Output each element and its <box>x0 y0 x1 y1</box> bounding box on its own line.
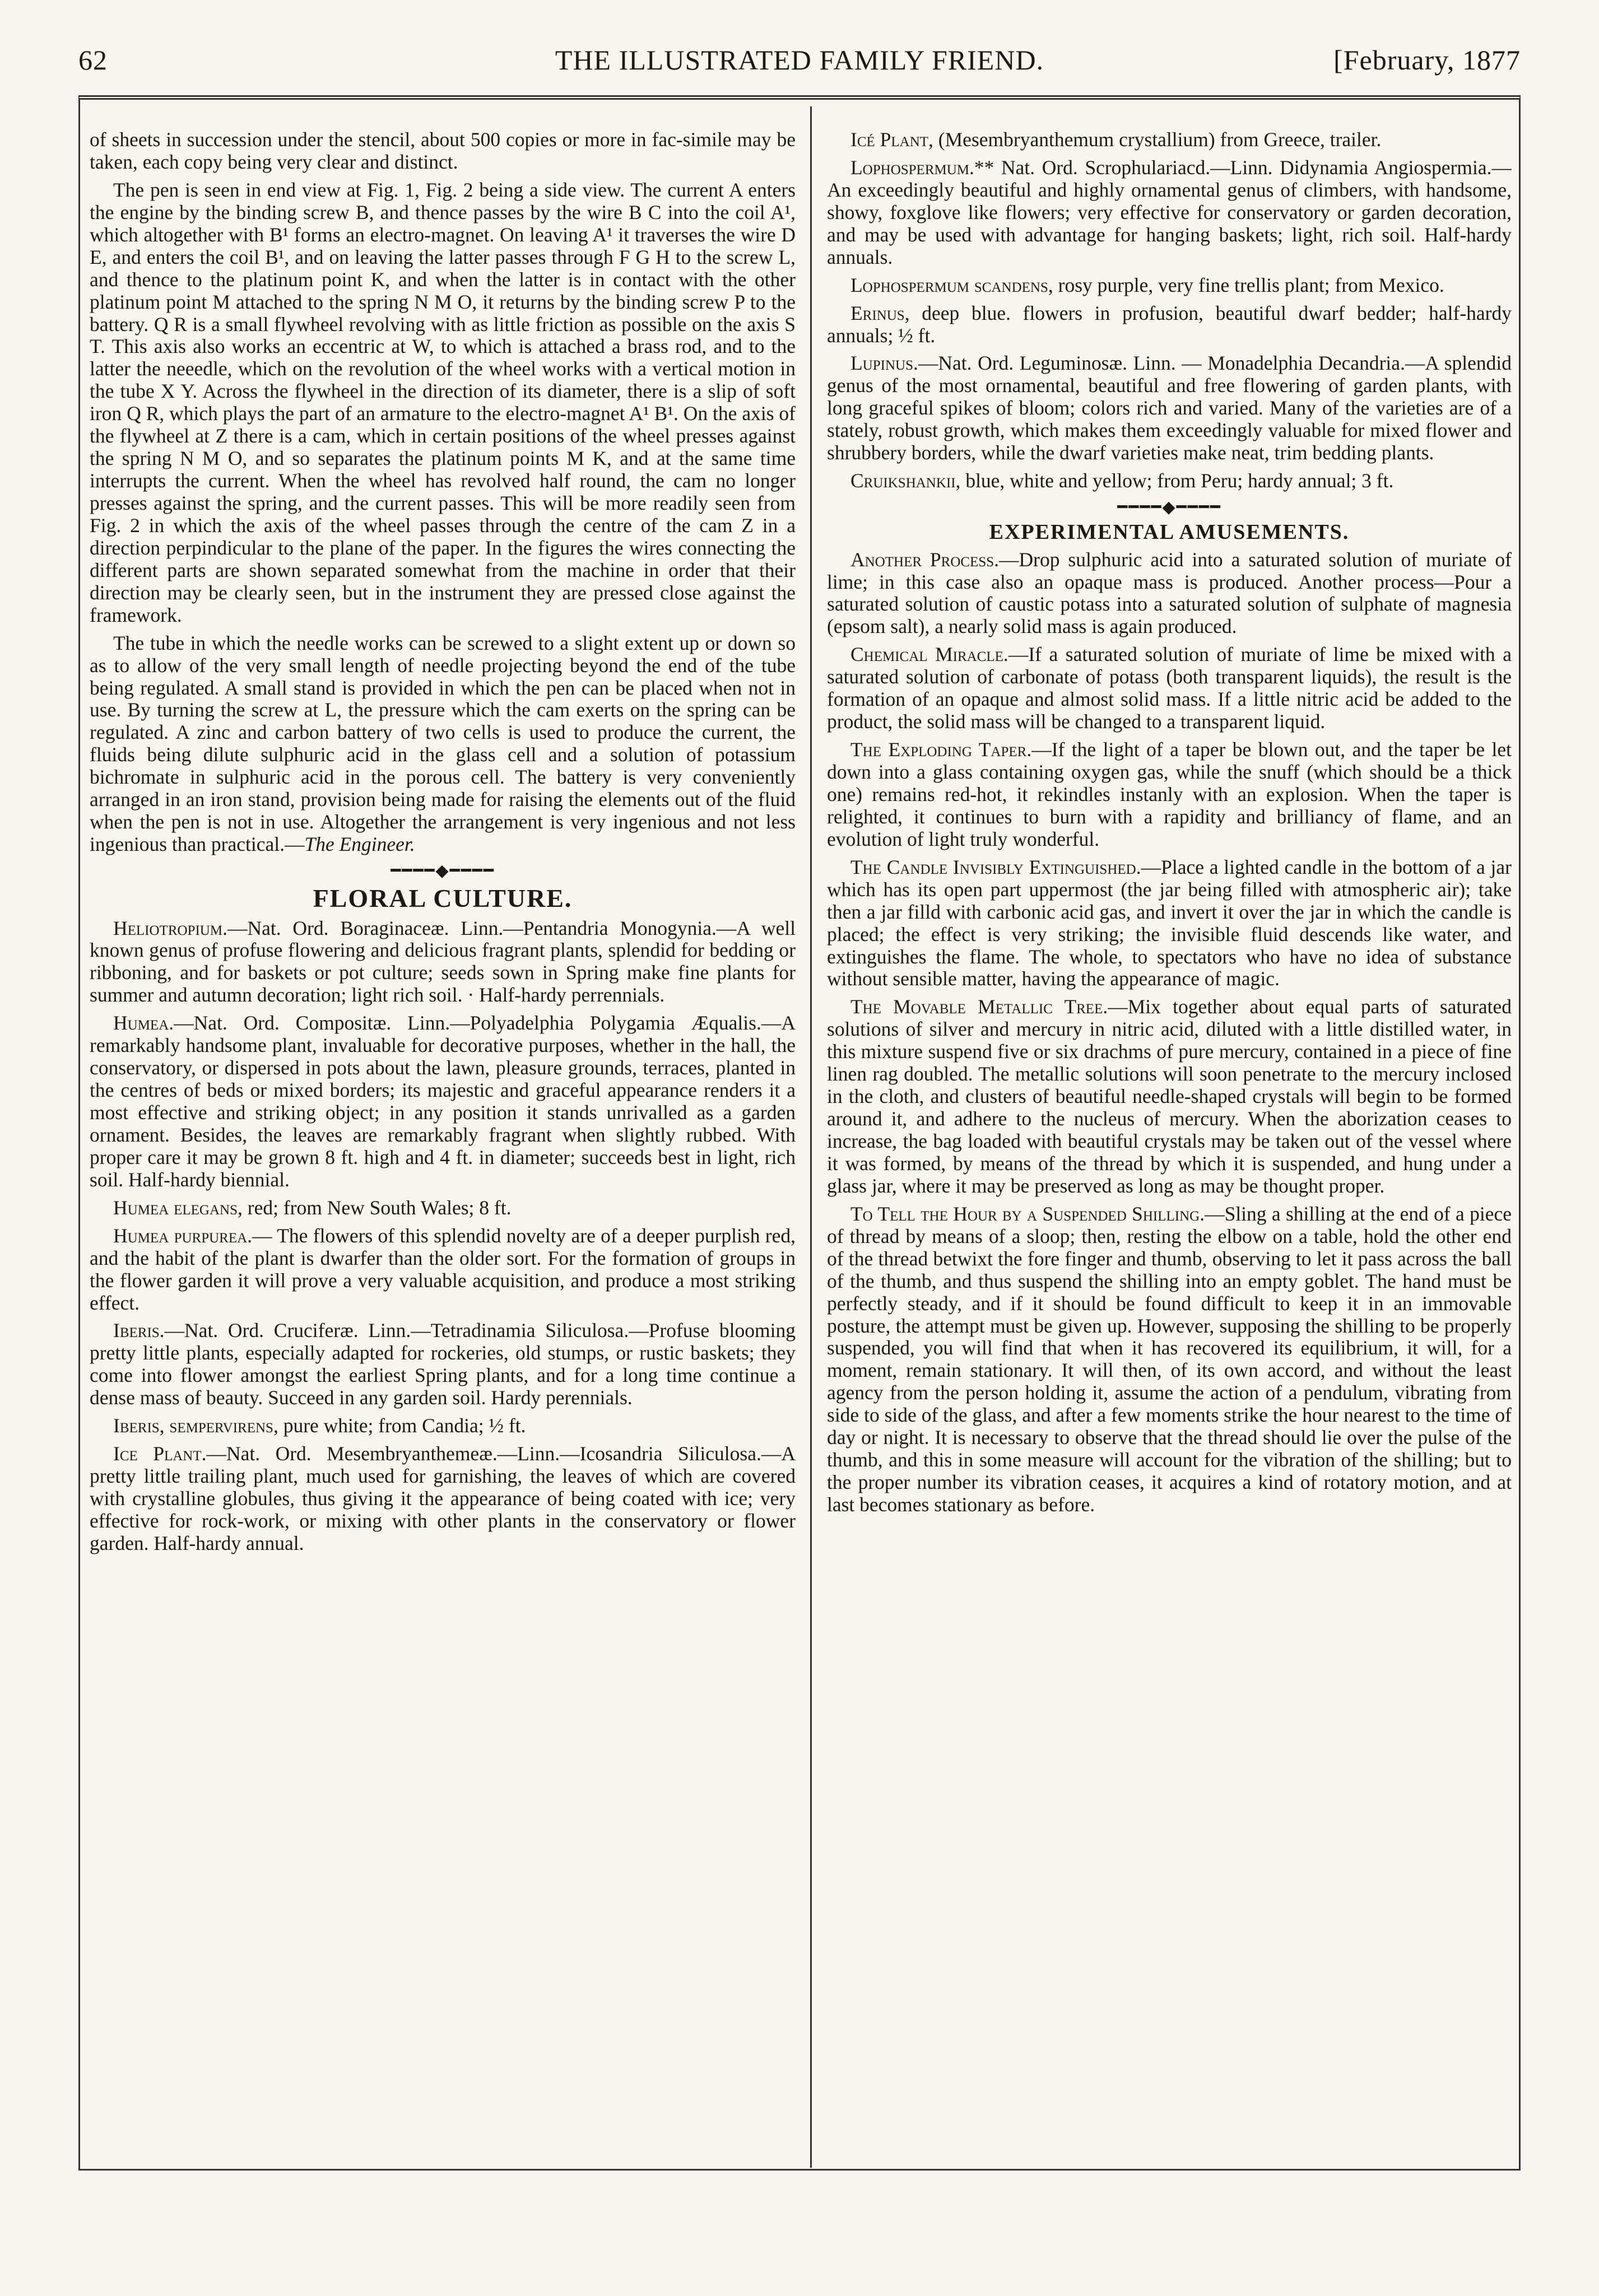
entry-paragraph <box>90 1415 796 1437</box>
entry-text: Nat. Ord. Scrophulariacd.—Linn. Didynamia Angiospermia.—An exceedingly beautiful and highly ornamental genus of climbers, with handsome, showy, foxglove like flowers; very effective for conservatory or garden decoration, and may be used with advantage for hanging baskets; light, rich soil. Half-hardy annuals. <box>827 156 1512 268</box>
entry-paragraph <box>827 856 1512 991</box>
entry-text: (Mesembryanthemum crystallium) from Greece, trailer. <box>933 129 1382 151</box>
entry-paragraph <box>90 1443 796 1555</box>
entry-name: Iberis, sempervirens, <box>113 1414 278 1437</box>
entry-name: Cruikshankii, <box>850 469 961 492</box>
entry-text: —Place a lighted candle in the bottom of a jar which has its open part uppermost (the jar being filled with atmospheric air); take then a jar filld with carbonic acid gas, and invert it over the jar in which the candle is placed; the effect is very striking; the invisible fluid descends like water, and extinguishes the flame. The whole, to spectators who have no idea of substance without sensible matter, having the appearance of magic. <box>827 855 1512 990</box>
amusements-list <box>827 549 1512 1516</box>
entry-text: —Nat. Ord. Compositæ. Linn.—Polyadelphia Polygamia Æqualis.—A remarkably handsome plant, invaluable for decorative purposes, whether in the hall, the conservatory, or dispersed in pots about the lawn, pleasure grounds, terraces, planted in the centres of beds or mixed borders; its majestic and graceful appearance renders it a most effective and striking object; in any position it stands unrivalled as a garden ornament. Besides, the leaves are remarkably fragrant when slightly rubbed. With proper care it may be grown 8 ft. high and 4 ft. in diameter; succeeds best in light, rich soil. Half-hardy biennial. <box>90 1012 796 1191</box>
entry-name: Another Process. <box>850 548 1000 571</box>
article-paragraph: of sheets in succession under the stencil, about 500 copies or more in fac-simile may be taken, each copy being very clear and distinct. <box>90 129 796 173</box>
entry-paragraph <box>827 549 1512 639</box>
entry-paragraph <box>827 157 1512 269</box>
entry-text: —Mix together about equal parts of saturated solutions of silver and mercury in nitric acid, diluted with a little distilled water, in this mixture suspend five or six drachms of pure mercury, contained in a piece of fine linen rag doubled. The metallic solutions will soon penetrate to the mercury inclosed in the cloth, and clusters of beautiful needle-shaped crystals will begin to be formed around it, and adhere to the nucleus of mercury. When the aborization ceases to increase, the bag loaded with beautiful crystals may be taken out of the vessel where it was formed, by means of the thread by which it is suspended, and hung under a glass jar, where it may be preserved as long as may be thought proper. <box>827 995 1512 1197</box>
page-header <box>78 44 1521 89</box>
entry-name: Chemical Miracle. <box>850 643 1008 666</box>
section-heading-amusements: EXPERIMENTAL AMUSEMENTS. <box>989 520 1350 544</box>
entry-text: —If the light of a taper be blown out, and the taper be let down into a glass containing oxygen gas, while the snuff (which should be a thick one) remains red-hot, it rekindles instanly with an explosion. When the taper is relighted, it continues to burn with a rapidity and brilliancy of flame, and an evolution of light truly wonderful. <box>827 738 1512 850</box>
left-column <box>90 129 796 2157</box>
floral-list <box>90 918 796 1555</box>
section-ornament: ━━━━◆━━━━ <box>391 861 495 880</box>
entry-name: Erinus, <box>850 301 910 324</box>
entry-name: Humea purpurea. <box>113 1224 253 1247</box>
entry-text: — The flowers of this splendid novelty are of a deeper purplish red, and the habit of the plant is dwarfer than the older sort. For the formation of groups in the flower garden it will prove a very valuable acquisition, and produce a most striking effect. <box>90 1224 796 1314</box>
article-source: The Engineer. <box>304 833 415 856</box>
entry-text: —Nat. Ord. Boraginaceæ. Linn.—Pentandria Monogynia.—A well known genus of profuse flowering and delicious fragrant plants, splendid for bedding or ribboning, and for baskets or pot culture; seeds sown in Spring make fine plants for summer and autumn decoration; light rich soil. · Half-hardy perrennials. <box>90 916 796 1007</box>
entry-paragraph <box>827 739 1512 851</box>
entry-text: rosy purple, very fine trellis plant; from Mexico. <box>1053 273 1444 296</box>
entry-paragraph <box>90 918 796 1007</box>
section-heading-floral: FLORAL CULTURE. <box>313 883 573 912</box>
entry-name: Iberis. <box>113 1319 165 1342</box>
entry-name: Heliotropium. <box>113 916 227 939</box>
entry-paragraph <box>827 129 1512 151</box>
right-column <box>827 129 1512 2157</box>
entry-name: Humea. <box>113 1012 174 1035</box>
entry-paragraph <box>90 1320 796 1409</box>
entry-text: red; from New South Wales; 8 ft. <box>242 1196 512 1219</box>
entry-name: Lophospermum scandens, <box>850 273 1053 296</box>
entry-text: —Drop sulphuric acid into a saturated solution of muriate of lime; in this case also an opaque mass is produced. Another process—Pour a saturated solution of caustic potass into a saturated solution of sulphate of magnesia (epsom salt), a nearly solid mass is again produced. <box>827 548 1512 638</box>
entry-paragraph <box>827 352 1512 464</box>
entry-text: —Nat. Ord. Mesembryanthemeæ.—Linn.—Icosandria Siliculosa.—A pretty little trailing plant, much used for garnishing, the leaves of which are covered with crystalline globules, thus giving it the appearance of being coated with ice; very effective for rock-work, or mixing with other plants in the conservatory or flower garden. Half-hardy annual. <box>90 1442 796 1554</box>
entry-name: Ice Plant. <box>113 1442 207 1465</box>
entry-paragraph <box>827 470 1512 492</box>
entry-text: deep blue. flowers in profusion, beautiful dwarf bedder; half-hardy annuals; ½ ft. <box>827 301 1512 347</box>
floral-list-continued <box>827 129 1512 492</box>
page-number: 62 <box>78 44 108 76</box>
entry-name: Lupinus. <box>850 352 918 375</box>
article-paragraph: The pen is seen in end view at Fig. 1, Fig. 2 being a side view. The current A enters the engine by the binding screw B, and thence passes by the wire B C into the coil A¹, which altogether with B¹ forms an electro-magnet. On leaving A¹ it traverses the wire D E, and enters the coil B¹, and on leaving the latter passes through F G H to the screw L, and thence to the platinum point K, and when the latter is in contact with the other platinum point M attached to the spring N M O, it returns by the binding screw P to the battery. Q R is a small flywheel revolving with as little friction as possible on the axis S T. This axis also works an eccentric at W, to which is attached a brass rod, and to the latter the neeedle, which on the revolution of the wheel works with a vertical motion in the tube X Y. Across the flywheel in the direction of its diameter, there is a slip of soft iron Q R, which plays the part of an armature to the electro-magnet A¹ B¹. On the axis of the flywheel at Z there is a cam, which in certain positions of the wheel presses against the spring N M O, and so separates the platinum points M K, and at the same time interrupts the current. When the wheel has revolved half round, the cam no longer presses against the spring, and the current passes. This will be more readily seen from Fig. 2 in which the axis of the wheel passes through the centre of the cam Z in a direction perpindicular to the plane of the paper. In the figures the wires connecting the different parts are shown separated somewhat from the machine in order that their direction may be clearly seen, but in the instrument they are pressed close against the framework. <box>90 178 796 626</box>
entry-name: Icé Plant, <box>850 129 933 151</box>
entry-name: The Exploding Taper. <box>850 738 1032 761</box>
entry-text: pure white; from Candia; ½ ft. <box>278 1414 526 1437</box>
section-ornament: ━━━━◆━━━━ <box>1117 498 1221 517</box>
entry-name: The Candle Invisibly Extinguished. <box>850 855 1141 878</box>
entry-paragraph <box>827 644 1512 733</box>
entry-text: —Sling a shilling at the end of a piece of thread by means of a sloop; then, resting the elbow on a table, hold the other end of the thread betwixt the fore finger and thumb, observing to let it pass across the ball of the thumb, and thus suspend the shilling into an empty goblet. The hand must be perfectly steady, and if it should be found difficult to keep it in an immovable posture, the attempt must be given up. However, supposing the shilling to be properly suspended, you will find that when it has recovered its equilibrium, it will, for a moment, remain stationary. It will then, of its own accord, and without the least agency from the person holding it, assume the action of a pendulum, vibrating from side to side of the glass, and after a few moments strike the hour nearest to the time of day or night. It is necessary to observe that the thread should lie over the pulse of the thumb, and this in some measure will account for the vibration of the shilling; but to the proper number its vibration ceases, it acquires a kind of rotatory motion, and at last becomes stationary as before. <box>827 1202 1512 1516</box>
entry-text: blue, white and yellow; from Peru; hardy annual; 3 ft. <box>960 469 1394 492</box>
entry-text: —If a saturated solution of muriate of lime be mixed with a saturated solution of carbonate of potass (both transparent liquids), the result is the formation of an opaque and almost solid mass. If a little nitric acid be added to the product, the solid mass will be changed to a transparent liquid. <box>827 643 1512 733</box>
entry-name: The Movable Metallic Tree. <box>850 995 1108 1018</box>
entry-paragraph <box>827 274 1512 297</box>
entry-name: Humea elegans, <box>113 1196 243 1219</box>
issue-date: [February, 1877 <box>1333 44 1521 76</box>
entry-name: Lophospermum.** <box>850 156 994 179</box>
entry-paragraph <box>827 302 1512 347</box>
article-paragraph: The tube in which the needle works can be screwed to a slight extent up or down so as to allow of the very small length of needle projecting beyond the end of the tube being regulated. A small stand is provided in which the pen can be placed when not in use. By turning the screw at L, the pressure which the cam exerts on the spring can be regulated. A zinc and carbon battery of two cells is used to produce the current, the fluids being dilute sulphuric acid in the glass cell and a solution of potassium bichromate in sulphuric acid in the porous cell. The battery is very conveniently arranged in an iron stand, provision being made for raising the elements out of the fluid when the pen is not in use. Altogether the arrangement is very ingenious and not less ingenious than practical.—The Engineer. <box>90 631 796 856</box>
entry-paragraph <box>90 1012 796 1191</box>
entry-text: —Nat. Ord. Cruciferæ. Linn.—Tetradinamia Siliculosa.—Profuse blooming pretty little plants, especially adapted for rockeries, old stumps, or rustic baskets; they come into flower amongst the earliest Spring plants, and for a long time continue a dense mass of beauty. Succeed in any garden soil. Hardy perennials. <box>90 1319 796 1409</box>
entry-paragraph <box>90 1197 796 1219</box>
entry-text: —Nat. Ord. Leguminosæ. Linn. — Monadelphia Decandria.—A splendid genus of the most ornamental, beautiful and free flowering of garden plants, with long graceful spikes of bloom; colors rich and varied. Many of the varieties are of a stately, robust growth, which makes them exceedingly valuable for mixed flower and shrubbery borders, while the dwarf varieties make neat, trim bedding plants. <box>827 352 1512 464</box>
entry-paragraph <box>827 1203 1512 1516</box>
publication-title: THE ILLUSTRATED FAMILY FRIEND. <box>555 44 1044 76</box>
entry-paragraph <box>90 1225 796 1315</box>
entry-paragraph <box>827 996 1512 1197</box>
entry-name: To Tell the Hour by a Suspended Shilling. <box>850 1202 1205 1225</box>
column-divider <box>810 106 812 2168</box>
